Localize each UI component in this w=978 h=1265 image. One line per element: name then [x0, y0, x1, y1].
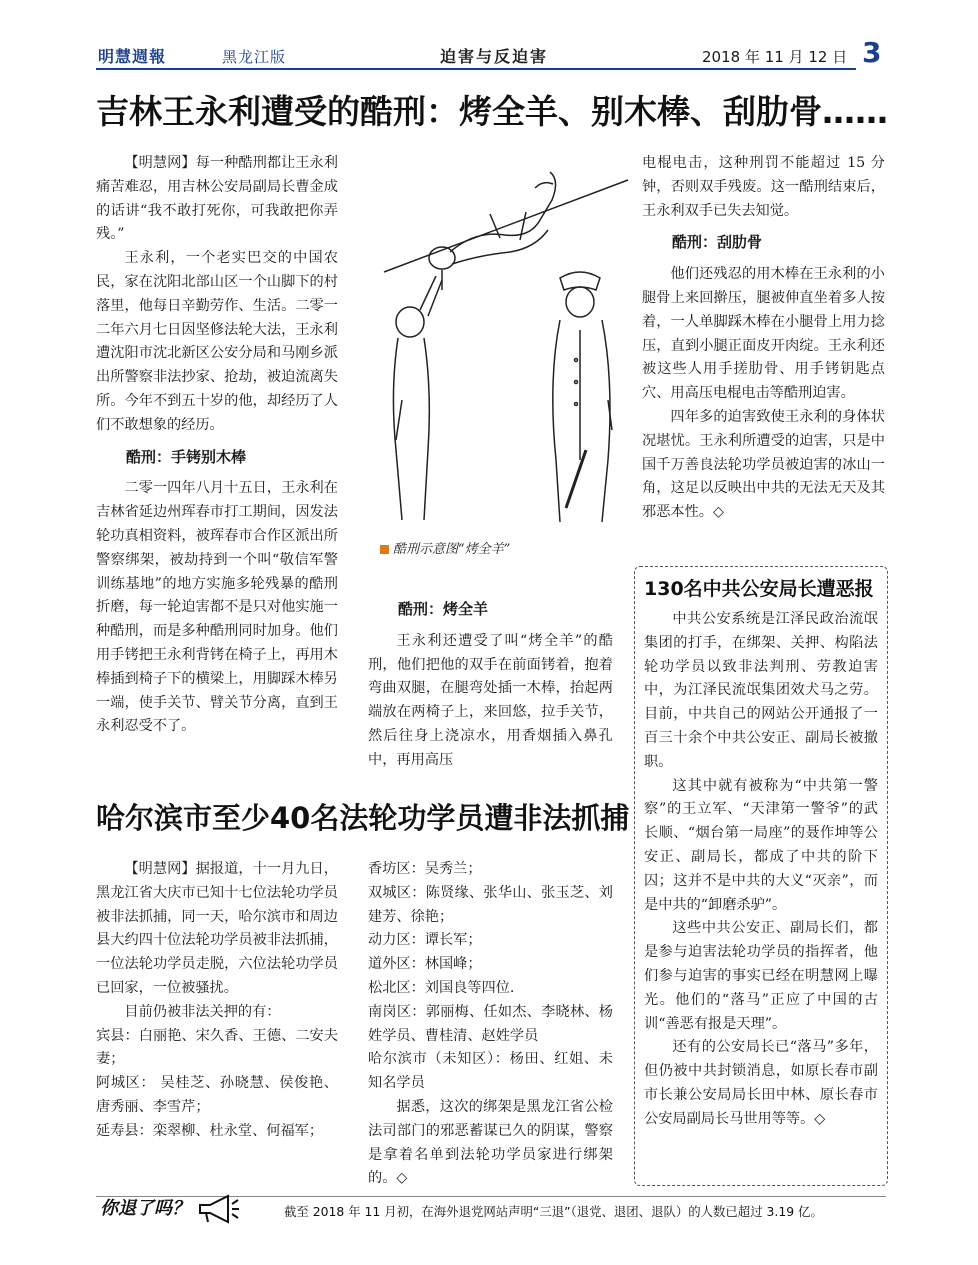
torture-illustration: [380, 160, 630, 530]
list-item: 延寿县：栾翠柳、杜永堂、何福军；: [96, 1122, 324, 1139]
header-rule: [96, 68, 856, 70]
illustration-drawing: [380, 160, 630, 530]
caption-square-icon: [380, 545, 389, 554]
list-item: 松北区：刘国良等四位.: [368, 979, 515, 996]
subheading: 酷刑：手铐别木棒: [126, 447, 247, 466]
paragraph: 王永利还遭受了叫“烤全羊”的酷刑，他们把他的双手在前面铐着，抱着弯曲双腿，在腿弯处插一木棒，抬起两端放在两椅子上，来回悠，拉手关节，然后往身上浇凉水，用香烟插入鼻孔中，再用高压: [368, 632, 613, 768]
list-item: 哈尔滨市（未知区）：杨田、红姐、未知名学员: [368, 1051, 613, 1092]
list-item: 阿城区： 吴桂芝、孙晓慧、侯俊艳、唐秀丽、李雪芹；: [96, 1075, 338, 1115]
article1-column-1: [96, 152, 338, 739]
article2-headline: 哈尔滨市至少40名法轮功学员遭非法抓捕: [96, 801, 630, 835]
edition-label: 黑龙江版: [222, 48, 287, 66]
footer-logo: [100, 1194, 240, 1224]
sidebox-title: 130名中共公安局长遭恶报: [644, 578, 874, 600]
list-item: 香坊区：吴秀兰；: [368, 861, 482, 877]
sidebox-body: [644, 608, 878, 1132]
article2-column-2: [368, 858, 613, 1191]
list-item: 南岗区：郭丽梅、任如杰、李晓林、杨姓学员、曹桂清、赵姓学员: [368, 1003, 613, 1044]
paragraph: 电棍电击，这种刑罚不能超过 15 分钟，否则双手残废。这一酷刑结束后，王永利双手已失去知觉。: [642, 155, 885, 219]
list-item: 道外区：林国峰；: [368, 956, 482, 973]
paragraph: 这些中共公安正、副局长们，都是参与迫害法轮功学员的指挥者，他们参与迫害的事实已经在明慧网上曝光。他们的“落马”正应了中国的古训“善恶有报是天理”。: [644, 920, 878, 1032]
paragraph: 这其中就有被称为“中共第一警察”的王立军、“天津第一警爷”的武长顺、“烟台第一局座”的聂作坤等公安正、副局长，都成了中共的阶下囚；这并不是中共的大义“灭亲”，而是中共的“卸磨杀驴”。: [644, 777, 878, 913]
list-item: 动力区：谭长军；: [368, 932, 482, 949]
issue-date: 2018 年 11 月 12 日: [702, 48, 848, 66]
subheading: 酷刑：刮肋骨: [672, 233, 763, 252]
megaphone-icon: [196, 1194, 240, 1224]
paragraph: 他们还残忍的用木棒在王永利的小腿骨上来回擀压，腿被伸直坐着多人按着，一人单脚踩木棒在小腿骨上用力捻压，直到小腿正面皮开肉绽。王永利还被这些人用手搓肋骨、用手铐钥匙点穴、用高压电棍电击等酷刑迫害。: [642, 266, 885, 402]
article2-column-1: [96, 858, 338, 1144]
article1-column-2: [368, 590, 613, 773]
paragraph: 【明慧网】据报道，十一月九日，黑龙江省大庆市已知十七位法轮功学员被非法抓捕，同一天，哈尔滨市和周边县大约四十位法轮功学员被非法抓捕，一位法轮功学员走脱，六位法轮功学员已回家，一位被骚扰。: [96, 861, 338, 996]
article1-column-3: [642, 152, 885, 525]
list-item: 双城区：陈贤缘、张华山、张玉芝、刘建芳、徐艳；: [368, 884, 613, 925]
list-item: 宾县：白丽艳、宋久香、王德、二安夫妻；: [96, 1027, 338, 1068]
subheading: 酷刑：烤全羊: [398, 600, 489, 618]
publication-name: 明慧週報: [98, 47, 167, 66]
section-title: 迫害与反迫害: [440, 47, 549, 66]
article1-headline: 吉林王永利遭受的酷刑：烤全羊、别木棒、刮肋骨……: [96, 92, 888, 131]
footer-logo-text: 你退了吗？: [100, 1198, 190, 1219]
footer-statement: 截至 2018 年 11 月初，在海外退党网站声明“三退”（退党、退团、退队）的人数已超过 3.19 亿。: [284, 1204, 823, 1219]
paragraph: 二零一四年八月十五日，王永利在吉林省延边州珲春市打工期间，因发法轮功真相资料，被珲春市合作区派出所警察绑架，被劫持到一个叫“敬信军警训练基地”的地方实施多轮残暴的酷刑折磨，每一轮迫害都不是只对他实施一种酷刑，而是多种酷刑同时加身。他们用手铐把王永利背铐在椅子上，再用木棒插到椅子下的横梁上，用脚踩木棒另一端，使手关节、臂关节分离，直到王永利忍受不了。: [96, 480, 338, 735]
paragraph: 【明慧网】每一种酷刑都让王永利痛苦难忍，用吉林公安局副局长曹金成的话讲“我不敢打死你，可我敢把你弄残。”: [96, 155, 338, 243]
paragraph: 王永利，一个老实巴交的中国农民，家在沈阳北部山区一个山脚下的村落里，他每日辛勤劳作、生活。二零一二年六月七日因坚修法轮大法，王永利遭沈阳市沈北新区公安分局和马刚乡派出所警察非法抄家、抢劫，被迫流离失所。今年不到五十岁的他，却经历了人们不敢想象的经历。: [96, 250, 338, 433]
paragraph: 目前仍被非法关押的有：: [124, 1003, 281, 1020]
page-number: 3: [862, 36, 882, 69]
paragraph: 中共公安系统是江泽民政治流氓集团的打手，在绑架、关押、构陷法轮功学员以致非法判刑、劳教迫害中，为江泽民流氓集团效犬马之劳。目前，中共自己的网站公开通报了一百三十余个中共公安正、副局长被撤职。: [644, 611, 878, 770]
paragraph: 四年多的迫害致使王永利的身体状况堪忧。王永利所遭受的迫害，只是中国千万善良法轮功学员被迫害的冰山一角，这足以反映出中共的无法无天及其邪恶本性。◇: [642, 408, 885, 521]
figure-caption-text: 酷刑示意图“烤全羊”: [393, 542, 511, 557]
paragraph: 据悉，这次的绑架是黑龙江省公检法司部门的邪恶蓄谋已久的阴谋，警察是拿着名单到法轮功学员家进行绑架的。◇: [368, 1098, 613, 1187]
paragraph: 还有的公安局长已“落马”多年，但仍被中共封锁消息，如原长春市副市长兼公安局局长田中林、原长春市公安局副局长马世用等等。◇: [644, 1039, 878, 1127]
figure-caption: [380, 538, 510, 557]
